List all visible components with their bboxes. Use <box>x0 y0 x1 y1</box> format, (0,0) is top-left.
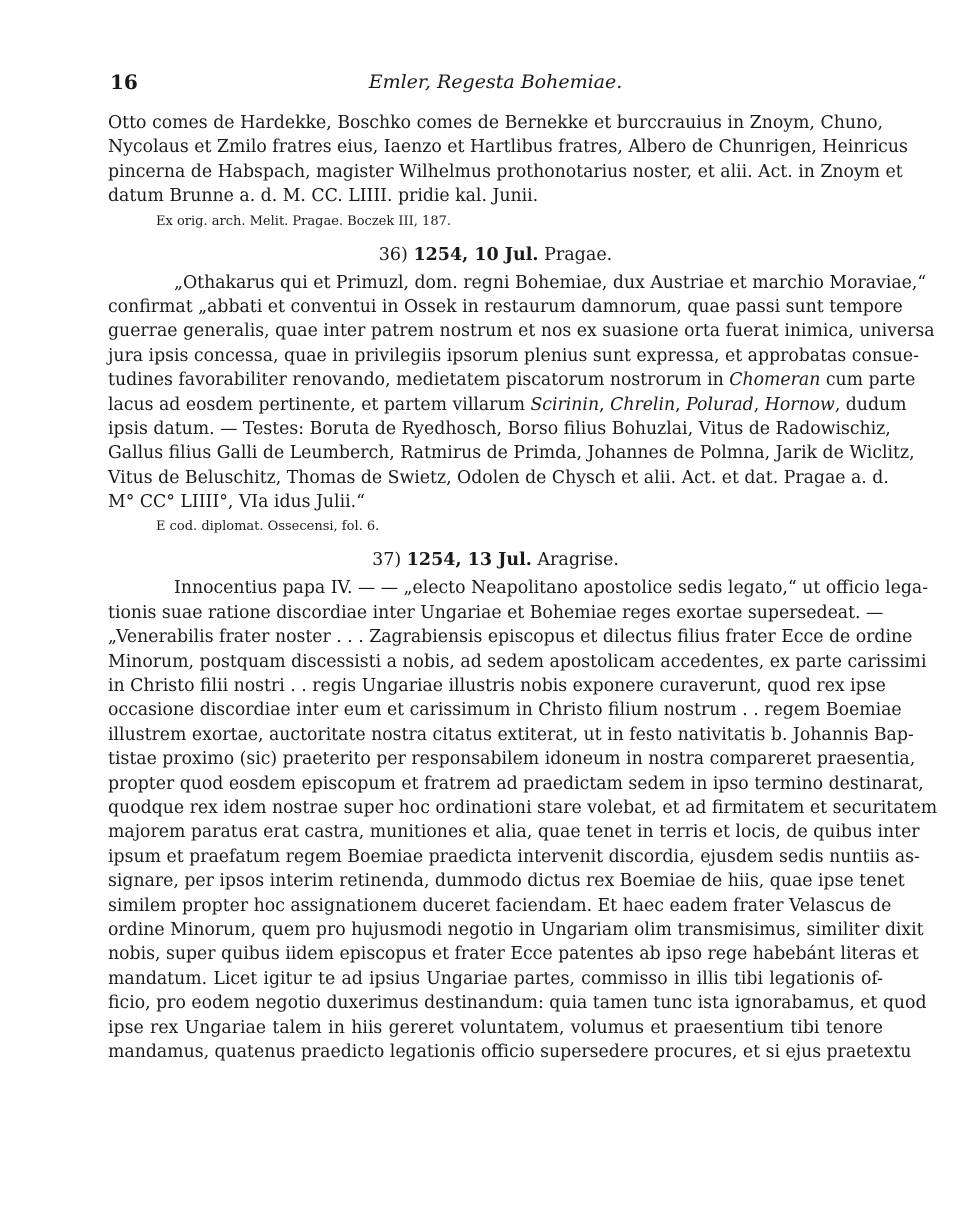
text-line: mandamus, quatenus praedicto legationis officio supersedere procures, et si ejus praetextu <box>108 1041 912 1062</box>
entry-place: Pragae. <box>544 244 613 265</box>
entry-place: Aragrise. <box>537 550 619 571</box>
text-line: Gallus filius Galli de Leumberch, Ratmirus de Primda, Johannes de Polmna, Jarik de Wiclitz, <box>108 443 915 464</box>
source-note: E cod. diplomat. Ossecensi, fol. 6. <box>156 519 380 535</box>
page-number: 16 <box>110 70 138 94</box>
text-line: „Venerabilis frater noster . . . Zagrabiensis episcopus et dilectus filius frater Ecce de ordine <box>108 627 913 648</box>
entry-heading <box>108 235 883 271</box>
text-line: tudines favorabiliter renovando, medietatem piscatorum nostrorum in Chomeran cum parte <box>108 370 916 391</box>
text-line: „Othakarus qui et Primuzl, dom. regni Bohemiae, dux Austriae et marchio Moraviae,“ <box>174 272 927 293</box>
source-note: Ex orig. arch. Melit. Pragae. Boczek III, 187. <box>156 213 452 229</box>
text-line: Otto comes de Hardekke, Boschko comes de Bernekke et burccrauius in Znoym, Chuno, <box>108 113 883 133</box>
text-line: jura ipsis concessa, quae in privilegiis ipsorum plenius sunt expressa, et approbatas consue- <box>108 345 919 366</box>
text-line: pincerna de Habspach, magister Wilhelmus prothonotarius noster, et alii. Act. in Znoym et <box>108 161 903 182</box>
entry-35-tail <box>108 111 908 235</box>
text-line: Vitus de Beluschitz, Thomas de Swietz, Odolen de Chysch et alii. Act. et dat. Pragae a. d. <box>108 467 889 488</box>
text-line: ficio, pro eodem negotio duxerimus destinandum: quia tamen tunc ista ignorabamus, et quod <box>108 993 927 1014</box>
text-line: M° CC° LIIII°, VIa idus Julii.“ <box>108 492 365 513</box>
entry-heading <box>108 540 883 576</box>
text-line: illustrem exortae, auctoritate nostra citatus extiterat, ut in festo nativitatis b. Johannis Bap- <box>108 724 914 745</box>
entry-37 <box>108 540 938 1064</box>
entry-number: 37) <box>372 550 402 571</box>
text-line: ordine Minorum, quem pro hujusmodi negotio in Ungariam olim transmisimus, similiter dixit <box>108 919 924 940</box>
text-line: occasione discordiae inter eum et carissimum in Christo filium nostrum . . regem Boemiae <box>108 700 902 721</box>
text-line: signare, per ipsos interim retinenda, dummodo dictus rex Boemiae de hiis, quae ipse tenet <box>108 871 905 892</box>
running-title: Emler, Regesta Bohemiae. <box>368 71 623 93</box>
page-body <box>108 111 938 1064</box>
text-line: ipsum et praefatum regem Boemiae praedicta intervenit discordia, ejusdem sedis nuntiis as- <box>108 846 920 867</box>
text-line: in Christo filii nostri . . regis Ungariae illustris nobis exponere curaverunt, quod rex ipse <box>108 676 886 697</box>
running-header <box>108 70 883 96</box>
text-line: tistae proximo (sic) praeterito per responsabilem idoneum in nostra compareret praesentia, <box>108 749 916 770</box>
text-line: Nycolaus et Zmilo fratres eius, Iaenzo et Hartlibus fratres, Albero de Chunrigen, Heinricus <box>108 137 908 158</box>
entry-36 <box>108 235 935 541</box>
text-line: ipse rex Ungariae talem in hiis gereret voluntatem, volumus et praesentium tibi tenore <box>108 1017 883 1038</box>
text-line: majorem paratus erat castra, munitiones et alia, quae tenet in terris et locis, de quibus inter <box>108 822 920 843</box>
text-line: quodque rex idem nostrae super hoc ordinationi stare volebat, et ad firmitatem et securitatem <box>108 797 938 818</box>
text-line: mandatum. Licet igitur te ad ipsius Ungariae partes, commisso in illis tibi legationis of- <box>108 968 883 989</box>
text-line: similem propter hoc assignationem duceret faciendam. Et haec eadem frater Velascus de <box>108 895 892 916</box>
text-line: ipsis datum. — Testes: Boruta de Ryedhosch, Borso filius Bohuzlai, Vitus de Radowischiz, <box>108 418 891 439</box>
text-line: guerrae generalis, quae inter patrem nostrum et nos ex suasione orta fuerat inimica, universa <box>108 321 935 342</box>
text-line: datum Brunne a. d. M. CC. LIIII. pridie kal. Junii. <box>108 186 539 207</box>
text-line: Innocentius papa IV. — — „electo Neapolitano apostolice sedis legato,“ ut officio lega- <box>174 578 929 599</box>
text-line: lacus ad eosdem pertinente, et partem villarum Scirinin, Chrelin, Polurad, Hornow, dudum <box>108 394 907 415</box>
entry-date: 1254, 10 Jul. <box>413 244 539 265</box>
text-line: tionis suae ratione discordiae inter Ungariae et Bohemiae reges exortae supersedeat. — <box>108 602 884 623</box>
text-line: confirmat „abbati et conventui in Ossek in restaurum damnorum, quae passi sunt tempore <box>108 296 903 317</box>
text-line: Minorum, postquam discessisti a nobis, ad sedem apostolicam accedentes, ex parte carissimi <box>108 651 927 672</box>
text-line: nobis, super quibus iidem episcopus et frater Ecce patentes ab ipso rege habebánt literas et <box>108 944 919 965</box>
text-line: propter quod eosdem episcopum et fratrem ad praedictam sedem in ipso termino destinarat, <box>108 773 924 794</box>
entry-date: 1254, 13 Jul. <box>406 550 532 571</box>
entry-number: 36) <box>378 244 408 265</box>
